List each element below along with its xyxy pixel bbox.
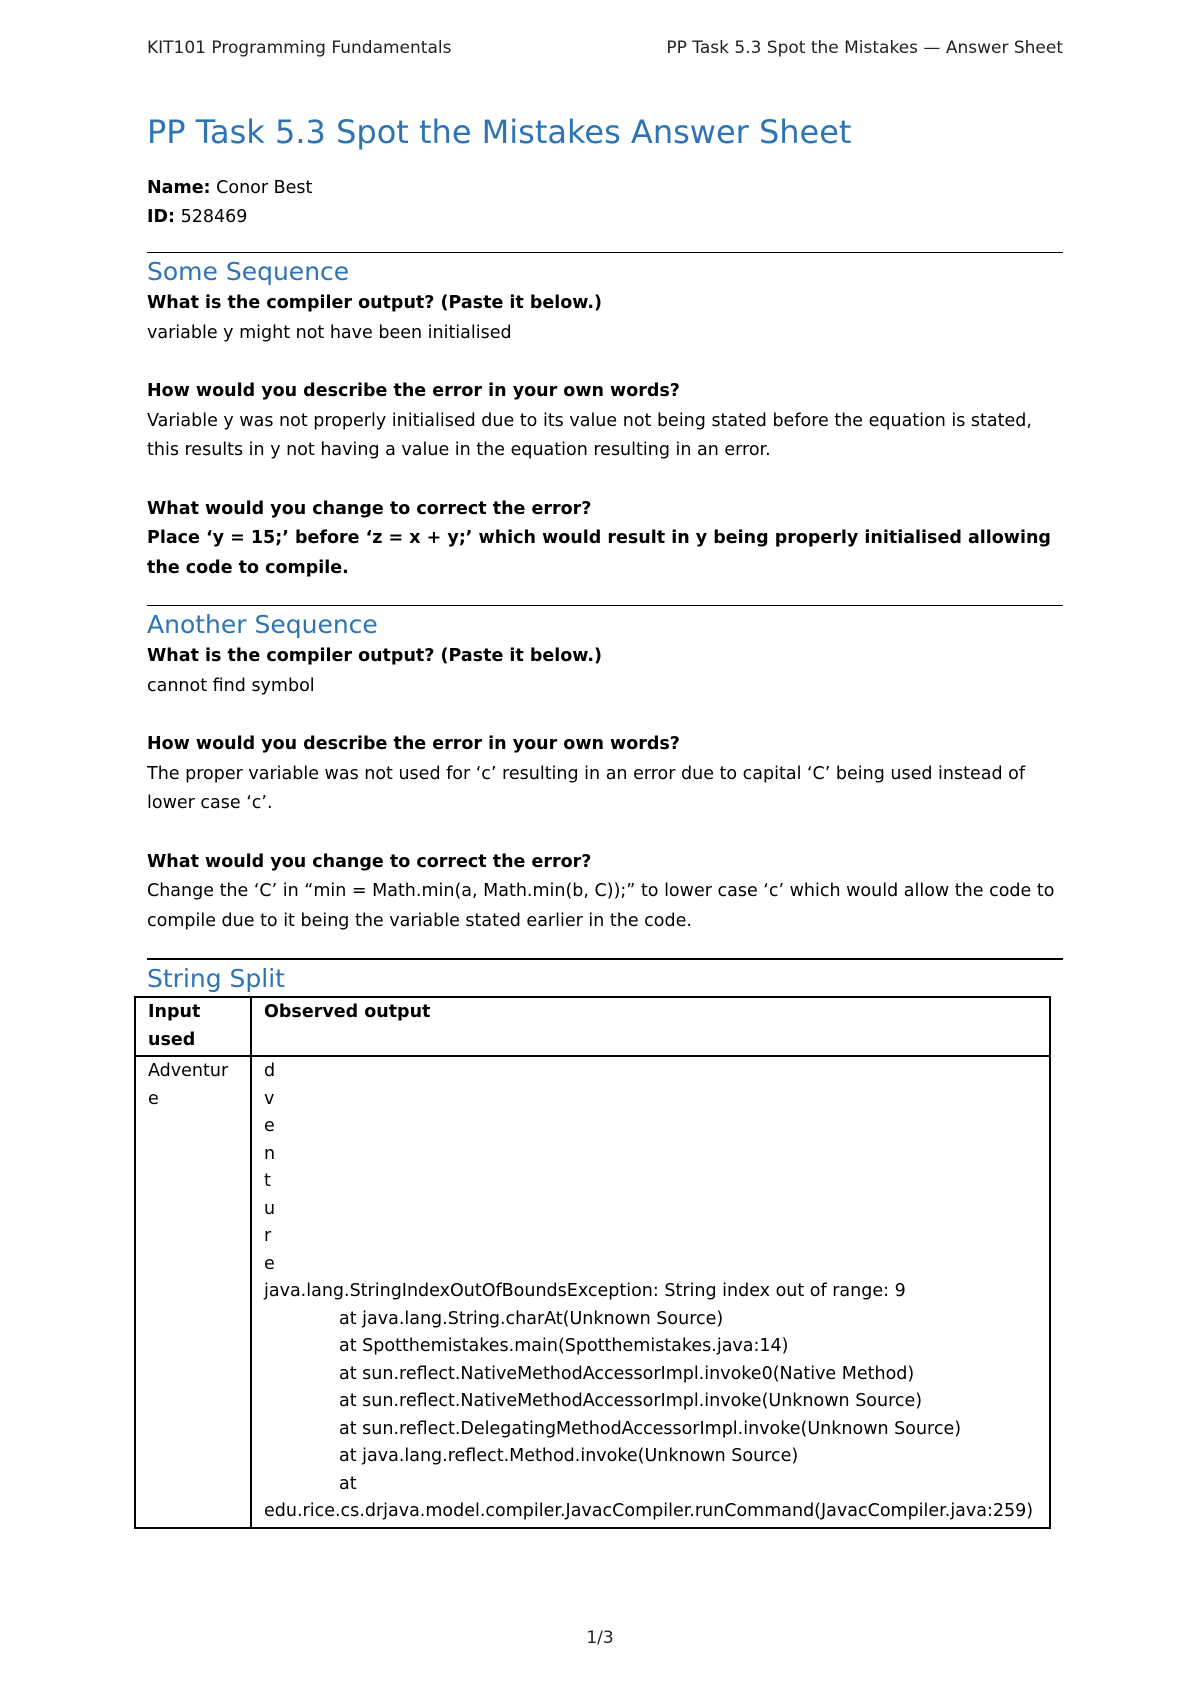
- page-header: [147, 38, 1063, 64]
- output-char: n: [264, 1143, 276, 1164]
- question-compiler-output: What is the compiler output? (Paste it below.): [147, 646, 602, 666]
- page-title: PP Task 5.3 Spot the Mistakes Answer Sheet: [147, 113, 852, 151]
- exception-line: java.lang.StringIndexOutOfBoundsException: String index out of range: 9: [264, 1281, 906, 1301]
- section-heading: Another Sequence: [147, 610, 378, 639]
- section-divider: [147, 252, 1063, 253]
- document-body: [147, 112, 1063, 1529]
- answer-compiler-output: variable y might not have been initialised: [147, 322, 512, 343]
- string-split-table: [134, 996, 1051, 1529]
- stack-trace-line: at sun.reflect.DelegatingMethodAccessorImpl.invoke(Unknown Source): [339, 1418, 962, 1439]
- table-header-row: [135, 997, 1050, 1056]
- output-char: e: [264, 1253, 275, 1274]
- header-task: PP Task 5.3 Spot the Mistakes — Answer Sheet: [666, 38, 1063, 58]
- output-char: t: [264, 1171, 271, 1191]
- answer-correct-error: Place ‘y = 15;’ before ‘z = x + y;’ which would result in y being properly initialised allowing the code to compile.: [147, 528, 1051, 578]
- answer-correct-error: Change the ‘C’ in “min = Math.min(a, Math.min(b, C));” to lower case ‘c’ which would allow the code to compile due to it being the variable stated earlier in the code.: [147, 881, 1055, 931]
- section-string-split: [147, 962, 1063, 1529]
- output-char: e: [264, 1116, 275, 1136]
- stack-trace-line: at sun.reflect.NativeMethodAccessorImpl.invoke(Unknown Source): [339, 1391, 923, 1411]
- question-describe-error: How would you describe the error in your own words?: [147, 381, 680, 401]
- section-another-sequence: [147, 608, 1063, 936]
- id-label: ID:: [147, 207, 176, 227]
- output-char: r: [264, 1226, 272, 1246]
- student-id: 528469: [180, 207, 248, 227]
- output-cell: [251, 1056, 1050, 1528]
- column-header-output: Observed output: [251, 997, 1050, 1056]
- name-label: Name:: [147, 178, 211, 198]
- output-char: d: [264, 1061, 276, 1081]
- stack-trace-line: at java.lang.reflect.Method.invoke(Unknown Source): [339, 1446, 799, 1466]
- question-correct-error: What would you change to correct the error?: [147, 851, 592, 872]
- output-char: u: [264, 1198, 276, 1219]
- section-heading: String Split: [147, 964, 285, 993]
- answer-compiler-output: cannot find symbol: [147, 675, 315, 696]
- page-number: 1/3: [586, 1628, 614, 1648]
- header-course: KIT101 Programming Fundamentals: [147, 38, 452, 58]
- stack-trace-line: at java.lang.String.charAt(Unknown Source): [339, 1308, 724, 1329]
- section-some-sequence: [147, 255, 1063, 583]
- column-header-input: Input used: [135, 997, 251, 1056]
- input-cell: Adventure: [135, 1056, 251, 1528]
- question-correct-error: What would you change to correct the error?: [147, 498, 592, 519]
- answer-describe-error: The proper variable was not used for ‘c’ resulting in an error due to capital ‘C’ being used instead of lower case ‘c’.: [147, 763, 1026, 813]
- table-row: [135, 1056, 1050, 1528]
- question-describe-error: How would you describe the error in your own words?: [147, 734, 680, 754]
- student-info: [147, 174, 1063, 232]
- answer-describe-error: Variable y was not properly initialised due to its value not being stated before the equation is stated, this results in y not having a value in the equation resulting in an error.: [147, 410, 1032, 460]
- stack-trace-last-line: edu.rice.cs.drjava.model.compiler.JavacCompiler.runCommand(JavacCompiler.java:259): [264, 1501, 1034, 1521]
- question-compiler-output: What is the compiler output? (Paste it below.): [147, 293, 602, 313]
- output-char: v: [264, 1088, 275, 1109]
- stack-trace-line: at sun.reflect.NativeMethodAccessorImpl.invoke0(Native Method): [339, 1363, 915, 1384]
- section-divider: [147, 605, 1063, 606]
- stack-trace-line: at: [339, 1473, 357, 1494]
- stack-trace-line: at Spotthemistakes.main(Spotthemistakes.java:14): [339, 1336, 789, 1356]
- section-heading: Some Sequence: [147, 257, 350, 286]
- student-name: Conor Best: [216, 178, 313, 198]
- section-divider: [147, 958, 1063, 960]
